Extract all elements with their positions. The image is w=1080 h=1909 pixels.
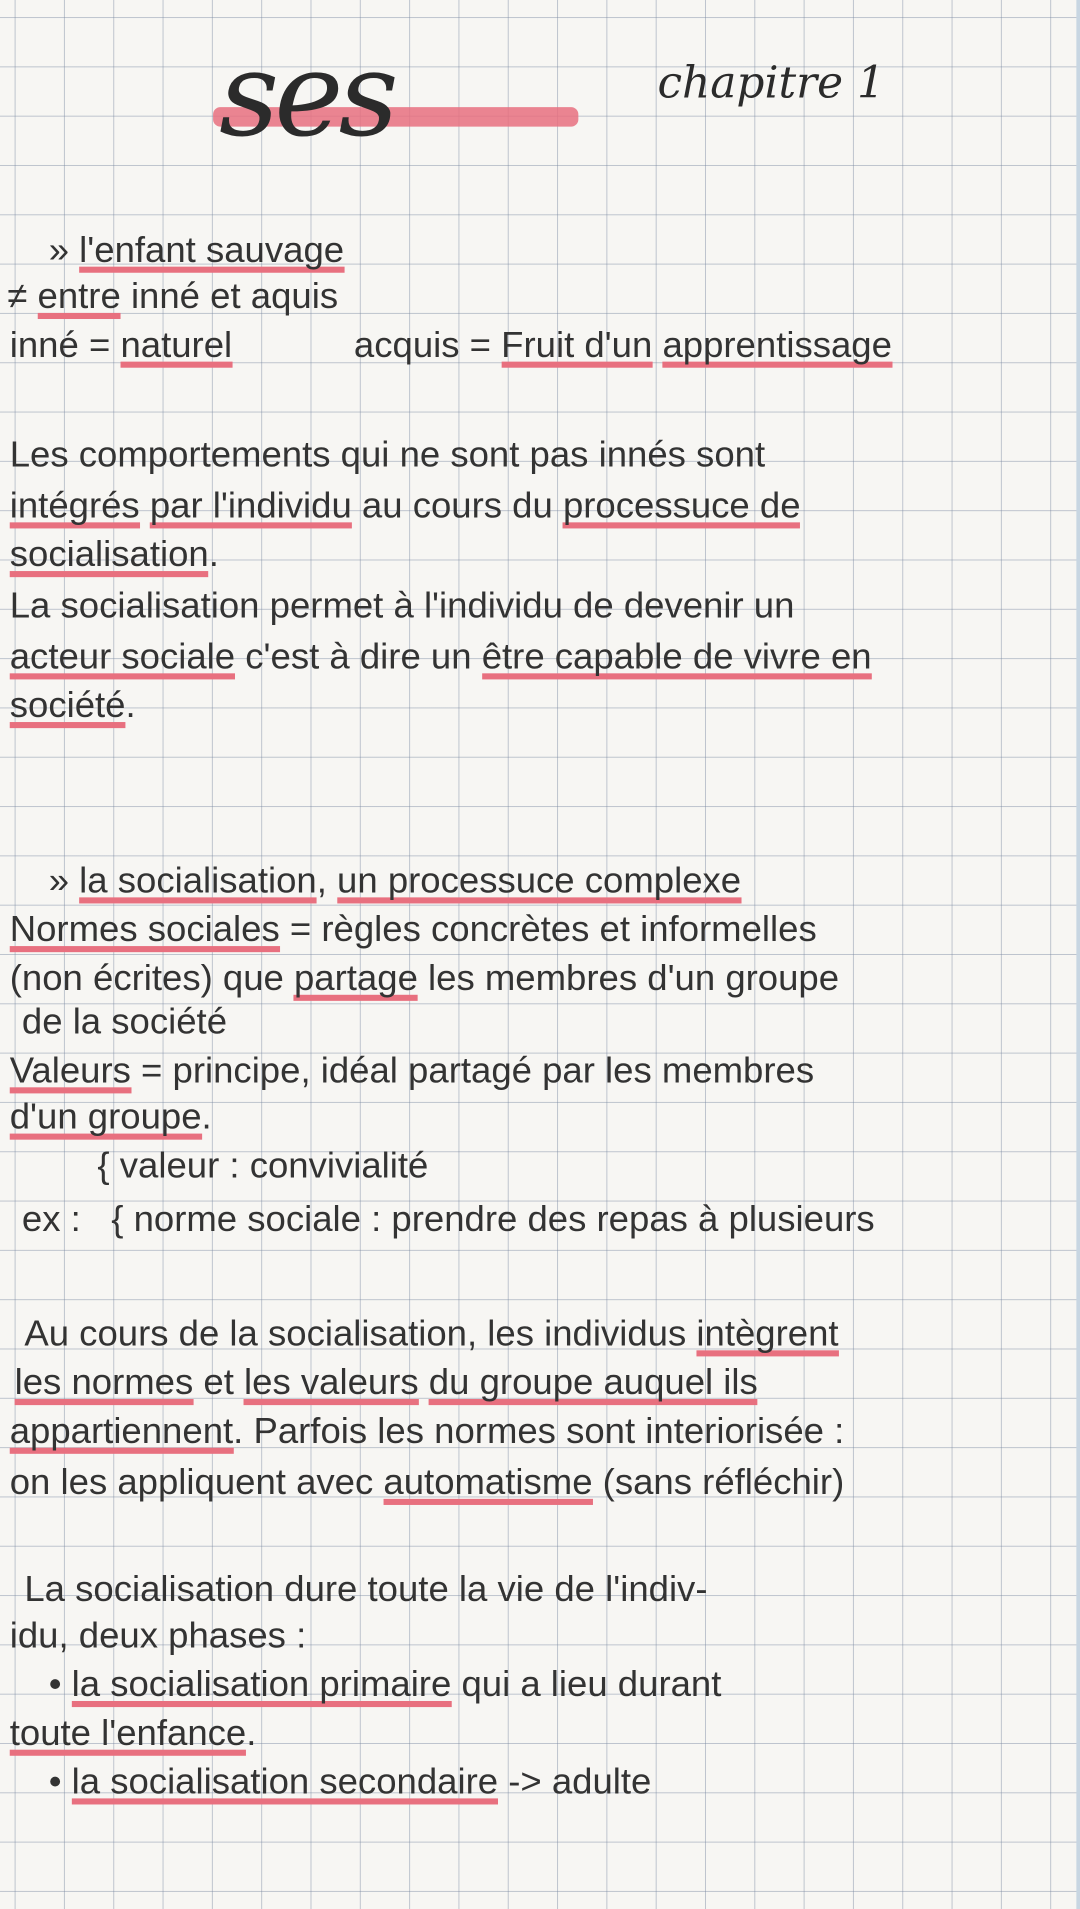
underlined-text: la socialisation primaire (72, 1664, 452, 1707)
note-line (10, 908, 817, 952)
underlined-text: société (10, 686, 126, 729)
note-line (7, 275, 338, 319)
note-line (49, 229, 344, 273)
chapter-label: chapitre 1 (657, 58, 885, 109)
note-text: inné et aquis (120, 276, 339, 317)
underlined-text: les normes (15, 1362, 194, 1405)
note-line (10, 1615, 307, 1659)
note-line (10, 1461, 844, 1505)
note-text: { valeur : convivialité (97, 1145, 429, 1186)
note-text: • (48, 1664, 72, 1705)
underlined-text: d'un groupe (10, 1097, 202, 1140)
underlined-text: Valeurs (10, 1051, 131, 1094)
underlined-text: un processuce complexe (337, 861, 741, 904)
page-title: ses (219, 26, 394, 164)
note-text: (sans réfléchir) (592, 1462, 845, 1503)
note-text: -> adulte (498, 1761, 652, 1803)
underlined-text: intègrent (696, 1314, 838, 1357)
underlined-text: intégrés (10, 486, 140, 529)
note-line (10, 957, 839, 1001)
note-text: ex : { norme sociale : prendre des repas à plusieurs (21, 1199, 875, 1240)
note-text (652, 325, 662, 365)
note-text: et (193, 1362, 245, 1403)
note-text: (non écrites) que (9, 958, 294, 999)
underlined-text: processuce de (563, 486, 801, 529)
note-line (10, 584, 795, 628)
underlined-text: naturel (120, 325, 232, 368)
underlined-text: entre (38, 276, 121, 319)
note-line (22, 1198, 875, 1242)
note-line (10, 485, 801, 529)
note-text: . (201, 1097, 212, 1138)
note-text: idu, deux phases : (9, 1615, 307, 1656)
underlined-text: la socialisation (79, 861, 317, 904)
note-line (10, 1410, 845, 1454)
underlined-text: les valeurs (244, 1362, 419, 1405)
underlined-text: apprentissage (662, 325, 891, 368)
page-edge (1076, 0, 1080, 1909)
underlined-text: par l'individu (150, 486, 352, 529)
note-line (10, 533, 219, 577)
note-text: La socialisation permet à l'individu de devenir un (9, 585, 795, 626)
note-line (49, 1761, 652, 1805)
note-text: » (48, 230, 80, 271)
note-text: Au cours de la socialisation, les individus (24, 1313, 697, 1354)
note-line (10, 1050, 814, 1094)
note-line (10, 1712, 257, 1756)
note-line (97, 1145, 428, 1189)
underlined-text: appartiennent (10, 1411, 233, 1454)
underlined-text: partage (294, 958, 418, 1001)
note-line (10, 636, 872, 680)
underlined-text: l'enfant sauvage (79, 230, 344, 273)
note-text: » (48, 860, 80, 902)
note-text: • (48, 1761, 72, 1803)
note-text: . (125, 685, 136, 726)
underlined-text: du groupe auquel ils (429, 1362, 758, 1405)
underlined-text: Normes sociales (10, 910, 280, 953)
underlined-text: être capable de vivre en (482, 637, 872, 680)
note-line (49, 1663, 722, 1707)
note-text (419, 1362, 429, 1402)
note-text: inné = (9, 325, 121, 366)
note-text: . (208, 534, 219, 575)
note-text: = règles concrètes et informelles (279, 909, 817, 950)
note-text: au cours du (351, 485, 563, 527)
note-text (140, 486, 150, 526)
note-text: de la société (21, 1002, 228, 1043)
note-line (10, 1096, 212, 1140)
underlined-text: toute l'enfance (10, 1713, 246, 1756)
note-text: . (246, 1713, 257, 1754)
underlined-text: automatisme (383, 1462, 592, 1505)
underlined-text: Fruit d'un (501, 325, 652, 368)
note-line (10, 324, 892, 368)
note-text: Les comportements qui ne sont pas innés sont (9, 434, 766, 475)
note-line (10, 684, 136, 728)
underlined-text: la socialisation secondaire (72, 1762, 498, 1805)
note-text: les membres d'un groupe (417, 958, 840, 999)
note-text: . Parfois les normes sont interiorisée : (233, 1411, 845, 1452)
note-text: = principe, idéal partagé par les membres (130, 1050, 815, 1091)
note-text: La socialisation dure toute la vie de l'indiv- (24, 1569, 708, 1610)
underlined-text: acteur sociale (10, 637, 235, 680)
note-text: , (316, 860, 338, 902)
note-text: c'est à dire un (235, 636, 482, 677)
note-line (10, 433, 765, 477)
note-line (49, 860, 741, 904)
underlined-text: socialisation (10, 535, 209, 578)
note-line (24, 1313, 838, 1357)
note-line (22, 1001, 227, 1045)
note-line (15, 1361, 758, 1405)
note-text: on les appliquent avec (9, 1462, 384, 1503)
note-text: acquis = (232, 325, 502, 366)
note-text: ≠ (7, 276, 38, 317)
note-line (24, 1568, 707, 1612)
note-text: qui a lieu durant (451, 1664, 722, 1705)
